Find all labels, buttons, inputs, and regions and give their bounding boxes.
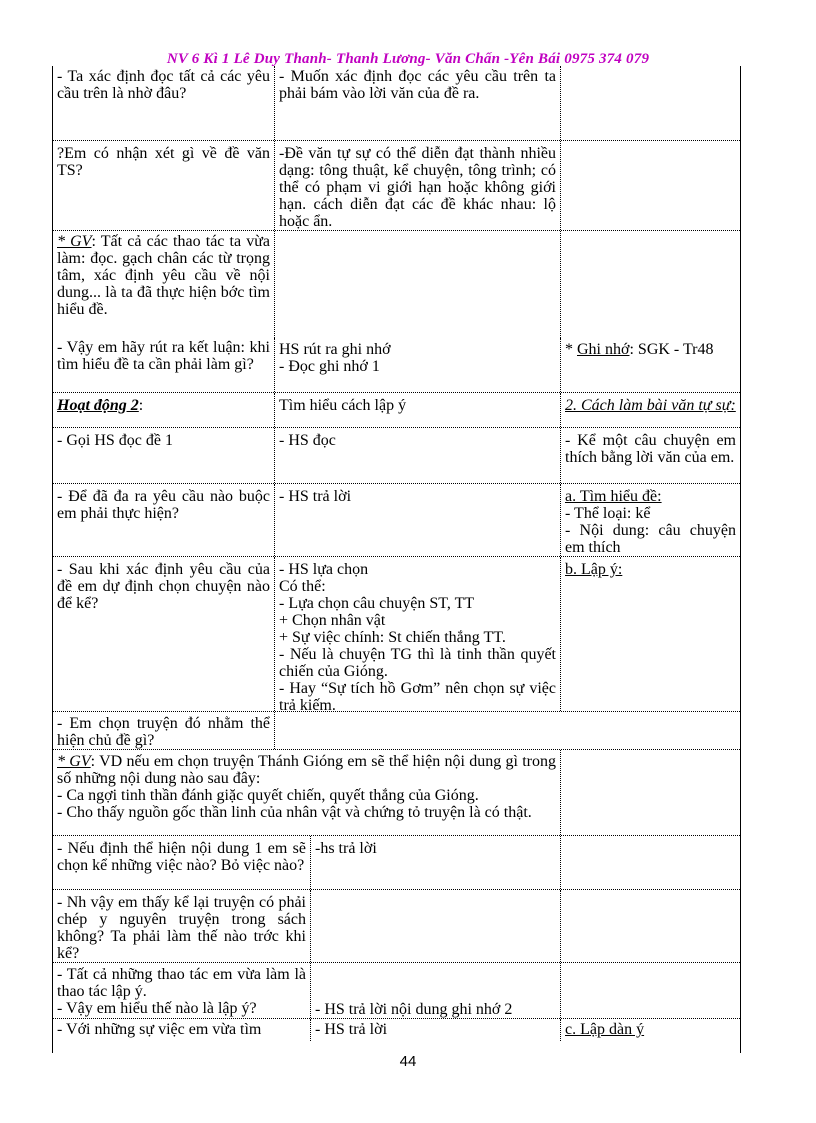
teacher-question: - Với những sự việc em vừa tìm (57, 1021, 262, 1038)
activity-colon: : (138, 397, 144, 414)
teacher-question: - Ta xác định đọc tất cả các yêu cầu trên là nhờ đâu? (57, 68, 270, 102)
teacher-question: - Sau khi xác định yêu cầu của đề em dự định chọn chuyện nào để kể? (57, 561, 270, 612)
student-answer (274, 341, 560, 375)
teacher-question: - Để đã đa ra yêu cầu nào buộc em phải thực hiện? (57, 488, 270, 522)
note-column: - Kể một câu chuyện em thích bằng lời văn của em. (565, 432, 736, 466)
teacher-note (52, 753, 560, 821)
teacher-question: ?Em có nhận xét gì về đề văn TS? (57, 145, 270, 179)
note-line: - Ca ngợi tinh thần đánh giặc quyết chiến, quyết thắng của Gióng. (57, 787, 479, 804)
answer-line: - Đọc ghi nhớ 1 (279, 358, 380, 375)
teacher-question: - Nếu định thể hiện nội dung 1 em sẽ chọn kể những việc nào? Bỏ việc nào? (57, 840, 306, 874)
student-answer: -Đề văn tự sự có thể diễn đạt thành nhiều dạng: tông thuật, kể chuyện, tông trình; có thể có phạm vi giới hạn hoặc không giới hạn. cách diễn đạt các đề khác nhau: lộ hoặc ẩn. (279, 145, 556, 230)
table-right-border (740, 66, 741, 1053)
gv-note-text: : VD nếu em chọn truyện Thánh Gióng em sẽ thể hiện nội dung gì trong số những nội dung nào sau đây: (57, 753, 557, 787)
table-row (52, 484, 740, 557)
teacher-question (52, 966, 310, 1017)
activity-title: Hoạt động 2 (57, 397, 139, 414)
gv-label: * GV (57, 753, 91, 770)
page-number: 44 (399, 1053, 417, 1070)
answer-line: + Sự việc chính: St chiến thắng TT. (279, 629, 506, 646)
section-heading: 2. Cách làm bài văn tự sự: (565, 397, 736, 414)
table-row (52, 836, 740, 890)
table-row (52, 338, 740, 393)
note-column (560, 561, 740, 578)
ghi-nho-text: : SGK - Tr48 (629, 341, 714, 358)
note-column (560, 488, 740, 556)
student-answer: - Muốn xác định đọc các yêu cầu trên ta phải bám vào lời văn của đề ra. (279, 68, 556, 102)
student-answer: - HS trả lời (315, 1021, 388, 1038)
teacher-question: - Em chọn truyện đó nhằm thể hiện chủ đề gì? (57, 715, 270, 749)
student-answer: - HS trả lời (279, 488, 352, 505)
student-answer: - HS đọc (279, 432, 336, 449)
page-header: NV 6 Kì 1 Lê Duy Thanh- Thanh Lương- Văn Chấn -Yên Bái 0975 374 079 (166, 51, 650, 67)
activity-heading (52, 397, 274, 414)
student-answer: - HS trả lời nội dung ghi nhớ 2 (315, 1001, 513, 1018)
answer-line: - Lựa chọn câu chuyện ST, TT (279, 595, 475, 612)
question-line: - Vậy em hiểu thế nào là lập ý? (57, 1000, 257, 1017)
teacher-question: - Nh vậy em thấy kể lại truyện có phải chép y nguyên truyện trong sách không? Ta phải làm thế nào trớc khi kể? (57, 894, 306, 962)
table-row (52, 393, 740, 428)
note-line: - Thể loại: kể (565, 505, 651, 522)
lesson-table (52, 66, 740, 1041)
table-row (52, 231, 740, 338)
bullet: * (565, 341, 577, 358)
table-row (52, 141, 740, 231)
student-answer: -hs trả lời (315, 840, 377, 857)
subsection-heading: c. Lập dàn ý (565, 1021, 645, 1038)
teacher-note (52, 233, 274, 318)
table-row (52, 890, 740, 963)
gv-note-text: : Tất cả các thao tác ta vừa làm: đọc. gạch chân các từ trọng tâm, xác định yêu cầu về nội dung... là ta đã thực hiện bớc tìm hiểu đề. (57, 233, 271, 318)
answer-line: HS rút ra ghi nhớ (279, 341, 391, 358)
note-line: - Cho thấy nguồn gốc thần linh của nhân vật và chứng tỏ truyện là có thật. (57, 804, 532, 821)
answer-line: - Hay “Sự tích hồ Gơm” nên chọn sự việc trả kiếm. (279, 680, 556, 714)
ghi-nho-label: Ghi nhớ (577, 341, 630, 358)
table-row (52, 1019, 740, 1041)
activity-goal: Tìm hiểu cách lập ý (279, 397, 407, 414)
table-row (52, 557, 740, 712)
table-row (52, 712, 740, 750)
student-answer (274, 561, 560, 714)
teacher-question: - Vậy em hãy rút ra kết luận: khi tìm hiểu đề ta cần phải làm gì? (57, 339, 270, 373)
table-row (52, 428, 740, 484)
table-row (52, 66, 740, 141)
answer-line: Có thể: (279, 578, 326, 595)
table-row (52, 750, 740, 836)
question-line: - Tất cả những thao tác em vừa làm là thao tác lập ý. (57, 966, 306, 1000)
note-column (560, 341, 740, 358)
answer-line: - HS lựa chọn (279, 561, 369, 578)
subsection-heading: a. Tìm hiểu đề: (565, 488, 662, 505)
note-column (560, 1021, 740, 1038)
table-row (52, 963, 740, 1019)
note-line: - Nội dung: câu chuyện em thích (565, 522, 736, 556)
answer-line: - Nếu là chuyện TG thì là tinh thần quyết chiến của Gióng. (279, 646, 556, 680)
answer-line: + Chọn nhân vật (279, 612, 386, 629)
gv-label: * GV (57, 233, 92, 250)
teacher-question: - Gọi HS đọc đề 1 (57, 432, 173, 449)
subsection-heading: b. Lập ý: (565, 561, 623, 578)
